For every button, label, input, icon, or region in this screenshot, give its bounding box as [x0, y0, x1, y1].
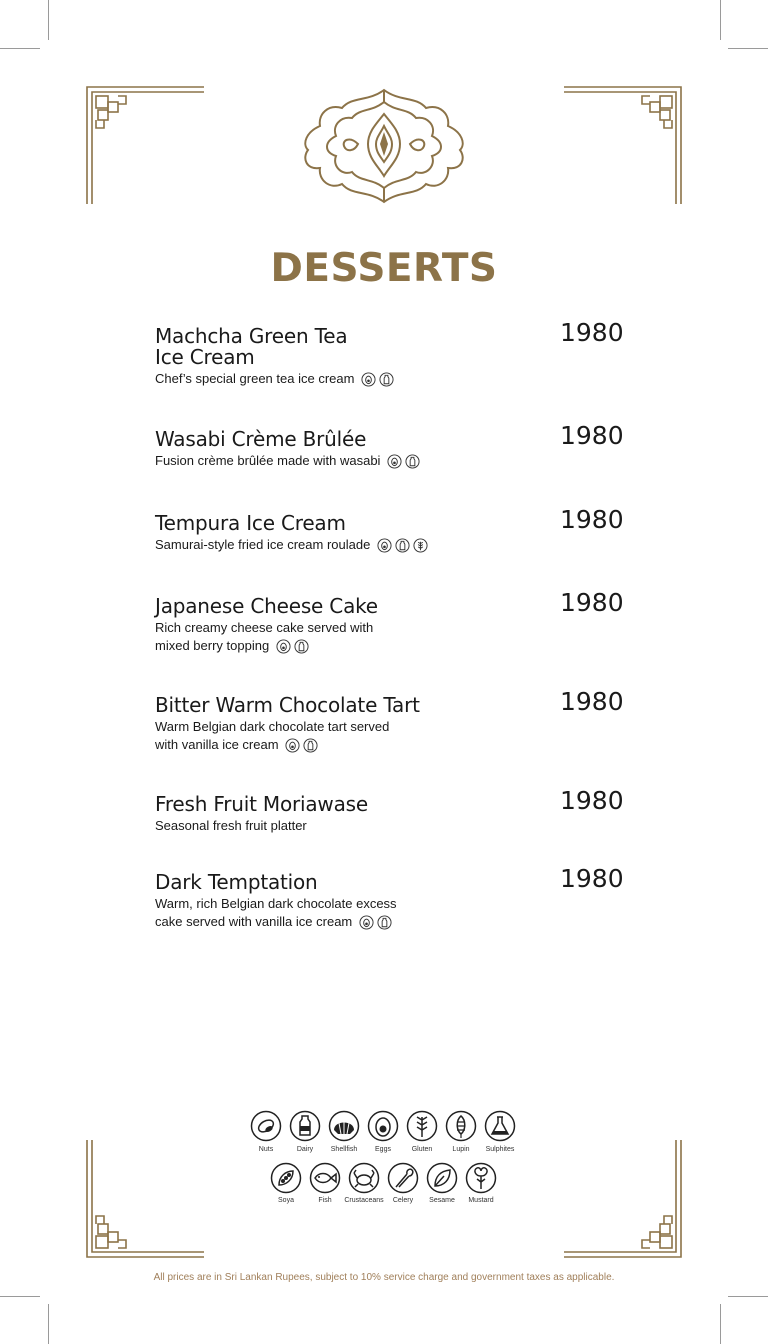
page-title: DESSERTS: [270, 246, 498, 291]
crop-mark: [0, 1296, 40, 1297]
legend-label: Celery: [392, 1197, 414, 1204]
item-description-line: Samurai-style fried ice cream roulade: [155, 537, 371, 552]
crop-mark: [0, 48, 40, 49]
dairy-icon: [377, 915, 392, 930]
legend-label: Sulphites: [485, 1146, 515, 1153]
item-name-line: Ice Cream: [155, 345, 255, 369]
dairy-icon: [303, 738, 318, 753]
eggs-icon: [276, 639, 291, 654]
eggs-icon: [285, 738, 300, 753]
lotus-medallion-icon: [298, 86, 470, 204]
item-name: Dark Temptation: [155, 870, 318, 894]
item-description: [155, 452, 635, 470]
legend-label: Eggs: [375, 1146, 391, 1153]
dairy-icon: [289, 1110, 321, 1142]
legend-label: Shellfish: [330, 1146, 358, 1153]
item-description-line: with vanilla ice cream: [155, 737, 279, 752]
item-price: 1980: [560, 588, 624, 617]
legend-label: Fish: [318, 1197, 332, 1204]
item-description-line: Rich creamy cheese cake served with: [155, 620, 374, 635]
eggs-icon: [377, 538, 392, 553]
gluten-icon: [413, 538, 428, 553]
dairy-icon: [395, 538, 410, 553]
item-price: 1980: [560, 687, 624, 716]
item-price: 1980: [560, 318, 624, 347]
item-name: Tempura Ice Cream: [155, 511, 346, 535]
sesame-icon: [426, 1162, 458, 1194]
mustard-icon: [465, 1162, 497, 1194]
legend-label: Crustaceans: [344, 1197, 384, 1204]
item-description: [155, 895, 635, 931]
item-price: 1980: [560, 786, 624, 815]
celery-icon: [387, 1162, 419, 1194]
crop-mark: [728, 1296, 768, 1297]
soya-icon: [270, 1162, 302, 1194]
footer-note: All prices are in Sri Lankan Rupees, subject to 10% service charge and government taxes as applicable.: [153, 1272, 615, 1283]
shellfish-icon: [328, 1110, 360, 1142]
legend-label: Nuts: [258, 1146, 274, 1153]
corner-ornament-bottom-right: [560, 1138, 684, 1260]
sulphites-icon: [484, 1110, 516, 1142]
dairy-icon: [405, 454, 420, 469]
legend-label: Lupin: [452, 1146, 470, 1153]
corner-ornament-top-right: [560, 84, 684, 206]
dairy-icon: [294, 639, 309, 654]
item-name: Japanese Cheese Cake: [155, 594, 378, 618]
item-description-line: Warm Belgian dark chocolate tart served: [155, 719, 390, 734]
item-description-line: Warm, rich Belgian dark chocolate excess: [155, 896, 397, 911]
item-description: [155, 370, 635, 388]
crop-mark: [720, 0, 721, 40]
crop-mark: [720, 1304, 721, 1344]
eggs-icon: [387, 454, 402, 469]
legend-label: Dairy: [296, 1146, 314, 1153]
legend-label: Mustard: [468, 1197, 494, 1204]
item-name: Bitter Warm Chocolate Tart: [155, 693, 420, 717]
item-name-line: Machcha Green Tea: [155, 324, 348, 348]
legend-label: Gluten: [411, 1146, 433, 1153]
gluten-icon: [406, 1110, 438, 1142]
eggs-icon: [359, 915, 374, 930]
item-price: 1980: [560, 864, 624, 893]
corner-ornament-bottom-left: [84, 1138, 208, 1260]
item-price: 1980: [560, 505, 624, 534]
eggs-icon: [361, 372, 376, 387]
item-description: [155, 536, 635, 554]
item-description: [155, 718, 635, 754]
crop-mark: [48, 1304, 49, 1344]
legend-label: Soya: [278, 1197, 294, 1204]
crop-mark: [48, 0, 49, 40]
nuts-icon: [250, 1110, 282, 1142]
crop-mark: [728, 48, 768, 49]
item-description-line: Chef’s special green tea ice cream: [155, 371, 355, 386]
dairy-icon: [379, 372, 394, 387]
item-description: Seasonal fresh fruit platter: [155, 818, 307, 833]
item-description-line: Fusion crème brûlée made with wasabi: [155, 453, 381, 468]
item-price: 1980: [560, 421, 624, 450]
corner-ornament-top-left: [84, 84, 208, 206]
item-description-line: cake served with vanilla ice cream: [155, 914, 353, 929]
legend-label: Sesame: [429, 1197, 455, 1204]
lupin-icon: [445, 1110, 477, 1142]
fish-icon: [309, 1162, 341, 1194]
item-name: Fresh Fruit Moriawase: [155, 792, 368, 816]
item-description: [155, 619, 635, 655]
eggs-icon: [367, 1110, 399, 1142]
crustaceans-icon: [348, 1162, 380, 1194]
item-description-line: mixed berry topping: [155, 638, 270, 653]
item-name: Wasabi Crème Brûlée: [155, 427, 367, 451]
